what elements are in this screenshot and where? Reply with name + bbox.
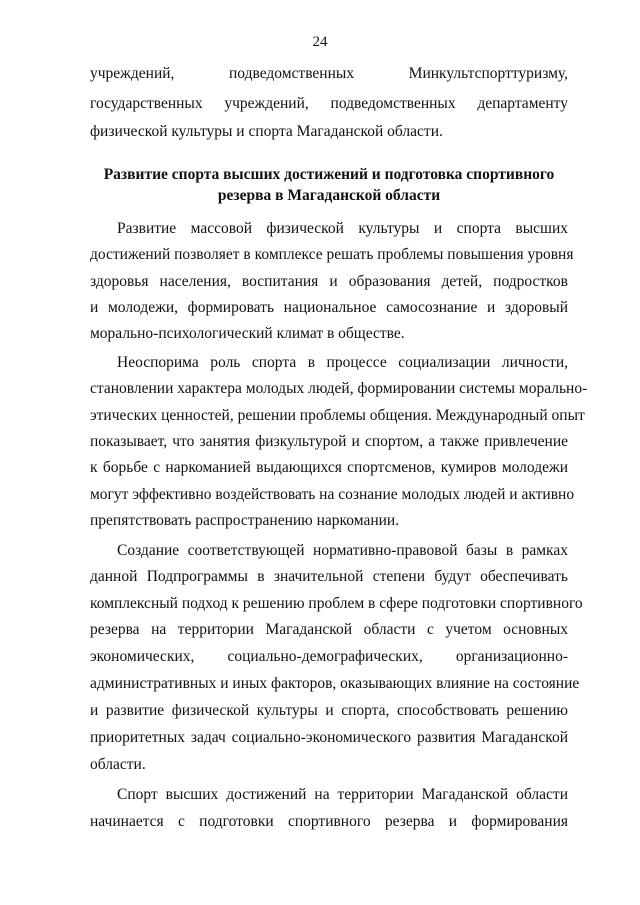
- text-line: здоровья населения, воспитания и образования детей, подростков: [90, 273, 568, 290]
- text-line: к борьбе с наркоманией выдающихся спортсменов, кумиров молодежи: [90, 459, 568, 476]
- text-line: становлении характера молодых людей, формировании системы морально-: [90, 380, 588, 397]
- text-line: Развитие массовой физической культуры и спорта высших: [117, 220, 568, 237]
- page-number: 24: [312, 34, 328, 50]
- text-line: физической культуры и спорта Магаданской области.: [90, 123, 443, 140]
- text-line: комплексный подход к решению проблем в сфере подготовки спортивного: [90, 595, 583, 612]
- text-line: препятствовать распространению наркомании.: [90, 512, 400, 529]
- text-line: и молодежи, формировать национальное самосознание и здоровый: [90, 299, 568, 316]
- text-line: морально-психологический климат в обществе.: [90, 325, 405, 342]
- section-heading: Развитие спорта высших достижений и подготовка спортивного: [103, 166, 555, 183]
- text-line: учреждений, подведомственных Минкультспорттуризму,: [90, 65, 568, 82]
- text-line: достижений позволяет в комплексе решать проблемы повышения уровня: [90, 246, 574, 263]
- text-line: этических ценностей, решении проблемы общения. Международный опыт: [90, 407, 585, 424]
- text-line: могут эффективно воздействовать на сознание молодых людей и активно: [90, 486, 575, 503]
- text-line: начинается с подготовки спортивного резерва и формирования: [90, 813, 568, 830]
- section-heading: резерва в Магаданской области: [217, 187, 441, 204]
- text-line: данной Подпрограммы в значительной степени будут обеспечивать: [90, 568, 568, 585]
- text-line: Спорт высших достижений на территории Магаданской области: [117, 786, 568, 803]
- text-line: Создание соответствующей нормативно-правовой базы в рамках: [117, 542, 568, 559]
- text-line: административных и иных факторов, оказывающих влияние на состояние: [90, 675, 580, 692]
- text-line: и развитие физической культуры и спорта, способствовать решению: [90, 702, 568, 719]
- text-line: области.: [90, 756, 146, 773]
- text-line: Неоспорима роль спорта в процессе социализации личности,: [117, 354, 568, 371]
- text-line: государственных учреждений, подведомственных департаменту: [90, 95, 568, 112]
- text-line: показывает, что занятия физкультурой и спортом, а также привлечение: [90, 433, 568, 450]
- text-line: резерва на территории Магаданской области с учетом основных: [90, 621, 568, 638]
- text-line: приоритетных задач социально-экономического развития Магаданской: [90, 729, 568, 746]
- text-line: экономических, социально-демографических, организационно-: [90, 648, 568, 665]
